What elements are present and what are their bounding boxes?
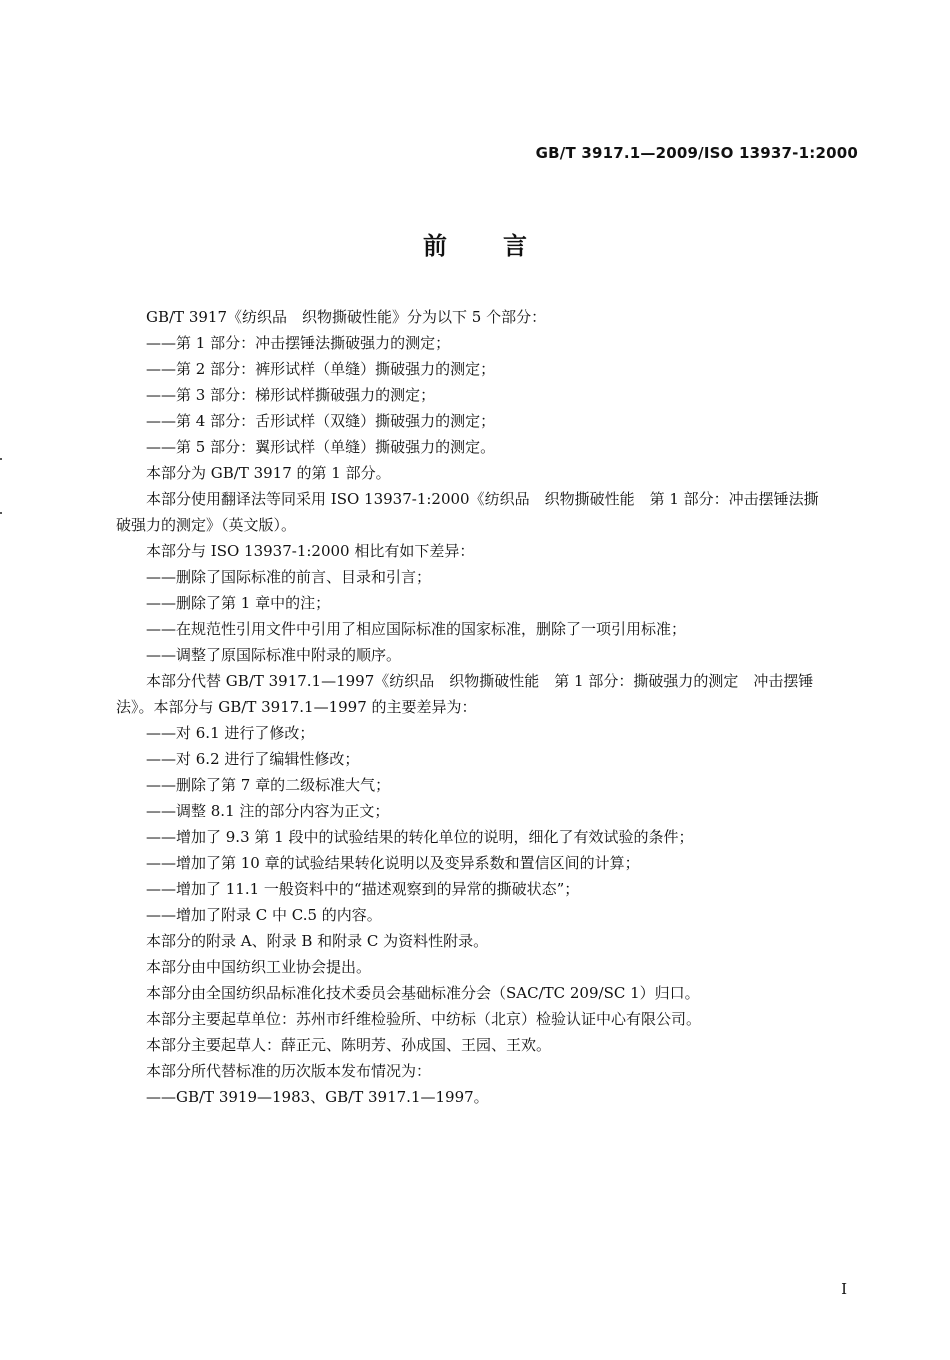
paragraph: 本部分由中国纺织工业协会提出。 xyxy=(146,958,372,976)
list-item: ——对 6.1 进行了修改； xyxy=(146,724,315,742)
list-item: ——对 6.2 进行了编辑性修改； xyxy=(146,750,360,768)
paragraph: 本部分为 GB/T 3917 的第 1 部分。 xyxy=(146,464,391,482)
scan-mark xyxy=(0,512,2,514)
list-item: ——第 3 部分：梯形试样撕破强力的测定； xyxy=(146,386,436,404)
paragraph: 本部分使用翻译法等同采用 ISO 13937-1:2000《纺织品 织物撕破性能 第 1 部分：冲击摆锤法撕 xyxy=(146,490,819,508)
paragraph: 本部分代替 GB/T 3917.1—1997《纺织品 织物撕破性能 第 1 部分：撕破强力的测定 冲击摆锤 xyxy=(146,672,814,690)
list-item: ——增加了第 10 章的试验结果转化说明以及变异系数和置信区间的计算； xyxy=(146,854,640,872)
paragraph: 本部分所代替标准的历次版本发布情况为： xyxy=(146,1062,432,1080)
list-item: ——第 5 部分：翼形试样（单缝）撕破强力的测定。 xyxy=(146,438,496,456)
paragraph: 本部分的附录 A、附录 B 和附录 C 为资料性附录。 xyxy=(146,932,489,950)
page-title: 前言 xyxy=(423,232,583,260)
list-item: ——删除了国际标准的前言、目录和引言； xyxy=(146,568,432,586)
list-item: ——增加了附录 C 中 C.5 的内容。 xyxy=(146,906,382,924)
paragraph: 本部分由全国纺织品标准化技术委员会基础标准分会（SAC/TC 209/SC 1）归口。 xyxy=(146,984,700,1002)
list-item: ——增加了 11.1 一般资料中的“描述观察到的异常的撕破状态”； xyxy=(146,880,580,898)
list-item: ——增加了 9.3 第 1 段中的试验结果的转化单位的说明，细化了有效试验的条件； xyxy=(146,828,694,846)
list-item: ——第 4 部分：舌形试样（双缝）撕破强力的测定； xyxy=(146,412,496,430)
scan-mark xyxy=(0,458,2,460)
paragraph: GB/T 3917《纺织品 织物撕破性能》分为以下 5 个部分： xyxy=(146,308,547,326)
paragraph: 本部分主要起草人：薛正元、陈明芳、孙成国、王园、王欢。 xyxy=(146,1036,552,1054)
paragraph: 本部分与 ISO 13937-1:2000 相比有如下差异： xyxy=(146,542,475,560)
list-item: ——删除了第 1 章中的注； xyxy=(146,594,331,612)
list-item: ——第 1 部分：冲击摆锤法撕破强力的测定； xyxy=(146,334,451,352)
page-number: I xyxy=(841,1280,847,1298)
paragraph-continuation: 破强力的测定》（英文版）。 xyxy=(116,516,297,534)
list-item: ——删除了第 7 章的二级标准大气； xyxy=(146,776,391,794)
body-text xyxy=(116,304,861,1110)
list-item: ——调整 8.1 注的部分内容为正文； xyxy=(146,802,390,820)
paragraph: 本部分主要起草单位：苏州市纤维检验所、中纺标（北京）检验认证中心有限公司。 xyxy=(146,1010,702,1028)
list-item: ——第 2 部分：裤形试样（单缝）撕破强力的测定； xyxy=(146,360,496,378)
standard-code: GB/T 3917.1—2009/ISO 13937-1:2000 xyxy=(535,144,858,162)
list-item: ——调整了原国际标准中附录的顺序。 xyxy=(146,646,402,664)
paragraph-continuation: 法》。本部分与 GB/T 3917.1—1997 的主要差异为： xyxy=(116,698,477,716)
list-item: ——GB/T 3919—1983、GB/T 3917.1—1997。 xyxy=(146,1088,489,1106)
list-item: ——在规范性引用文件中引用了相应国际标准的国家标准，删除了一项引用标准； xyxy=(146,620,687,638)
